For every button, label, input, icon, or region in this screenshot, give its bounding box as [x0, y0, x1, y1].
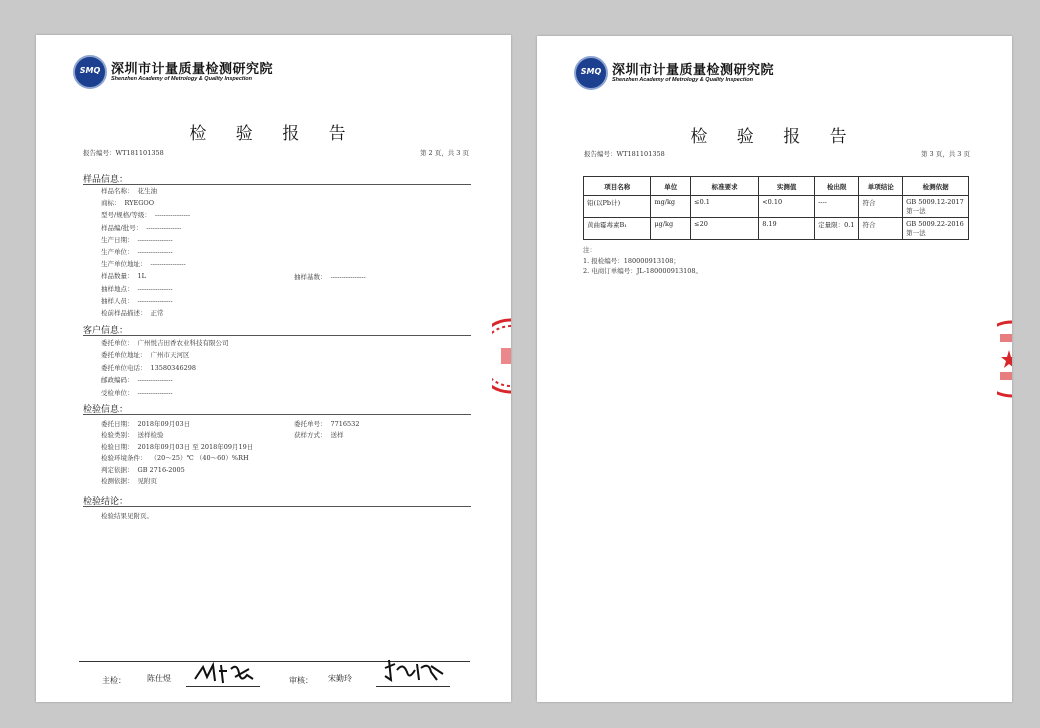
sample-field-row: 生产单位： ----------------: [101, 248, 173, 256]
institute-logo: [574, 56, 834, 94]
reviewer-sign-line: [376, 686, 450, 687]
test-field-row: 委托单号： 7716532: [294, 420, 360, 428]
table-row: [584, 218, 969, 240]
conclusion-text: 检验结果见附页。: [101, 512, 153, 520]
report-page-3: [537, 36, 1012, 702]
table-cell: ----: [815, 196, 859, 218]
sample-field-row: 型号/规格/等级： ----------------: [101, 211, 191, 220]
table-cell: GB 5009.12-2017第一法: [903, 196, 969, 218]
inspector-signature: [191, 661, 261, 687]
sample-field-row: 样品编/批号： ----------------: [101, 223, 182, 232]
table-cell: μg/kg: [651, 218, 691, 240]
test-field-row: 判定依据： GB 2716-2005: [101, 465, 185, 474]
institute-name-en: Shenzhen Academy of Metrology & Quality Inspection: [612, 77, 753, 83]
table-header-cell: 标准要求: [691, 177, 759, 196]
table-cell: 符合: [859, 196, 903, 218]
page-number: 第 2 页，共 3 页: [419, 149, 469, 157]
smq-seal-icon: SMQ: [574, 56, 608, 90]
report-title: 检 验 报 告: [189, 124, 358, 144]
test-field-row: 检验类别： 送样检验: [101, 431, 164, 440]
sample-field-row: 生产日期： ----------------: [101, 235, 173, 244]
inspector-label: 主检：: [102, 676, 126, 685]
table-header-cell: 单项结论: [859, 177, 903, 196]
test-field-row: 检测依据： 见附页: [101, 477, 157, 485]
table-row: [584, 196, 969, 218]
report-title: 检 验 报 告: [690, 127, 859, 147]
table-header-cell: 检测依据: [903, 177, 969, 196]
test-field-row: 委托日期： 2018年09月03日: [101, 420, 191, 428]
table-header-cell: 项目名称: [584, 177, 651, 196]
table-cell: mg/kg: [651, 196, 691, 218]
table-cell: 符合: [859, 218, 903, 240]
sample-field-row: 抽样地点： ----------------: [101, 284, 173, 293]
section-sample-title: 样品信息：: [83, 172, 128, 185]
inspector-sign-line: [186, 686, 260, 687]
client-field-row: 委托单位电话： 13580346298: [101, 363, 196, 372]
table-cell: 8.19: [759, 218, 815, 240]
institute-name-en: Shenzhen Academy of Metrology & Quality Inspection: [111, 76, 252, 82]
sample-field-row: 商标： RYEGOO: [101, 199, 155, 208]
client-field-row: 受检单位： ----------------: [101, 388, 173, 397]
reviewer-name: 宋勤玲: [328, 674, 352, 683]
test-field-row: 检验日期： 2018年09月03日 至 2018年09月19日: [101, 442, 254, 451]
institute-name-cn: 深圳市计量质量检测研究院: [111, 62, 274, 77]
table-cell: 定量限：0.1: [815, 218, 859, 240]
client-field-row: 邮政编码： ----------------: [101, 376, 173, 385]
table-cell: GB 5009.22-2016 第一法: [903, 218, 969, 240]
inspector-name: 陈仕煜: [147, 674, 171, 683]
section-test-title: 检验信息：: [83, 402, 128, 415]
table-header-cell: 单位: [651, 177, 691, 196]
section-conclusion-title: 检验结论：: [83, 494, 128, 507]
client-field-row: 委托单位： 广州悦吉田香农业科技有限公司: [101, 339, 229, 347]
sample-field-row: 生产单位地址： ----------------: [101, 260, 186, 269]
notes-title: 注：: [583, 246, 596, 254]
table-cell: ≤0.1: [691, 196, 759, 218]
reviewer-signature: [381, 658, 451, 686]
report-number: 报告编号：WT181101358: [83, 149, 164, 157]
report-page-2: [36, 35, 511, 702]
table-cell: <0.10: [759, 196, 815, 218]
client-field-row: 委托单位地址： 广州市天河区: [101, 351, 190, 360]
sample-field-row: 抽样人员： ----------------: [101, 296, 173, 305]
institute-name-cn: 深圳市计量质量检测研究院: [612, 63, 775, 78]
note-line: 2. 电商订单编号：JL-180000913108。: [583, 267, 703, 275]
table-cell: 铅(以Pb计): [584, 196, 651, 218]
sample-field-row: 样品名称： 花生油: [101, 187, 157, 195]
table-header-cell: 检出限: [815, 177, 859, 196]
sample-base-row: 抽样基数： ----------------: [294, 273, 366, 281]
page-number: 第 3 页，共 3 页: [920, 150, 970, 158]
test-field-row: 检验环境条件： （20～25）℃ （40～60）%RH: [101, 454, 249, 463]
section-client-title: 客户信息：: [83, 323, 128, 336]
table-cell: 黄曲霉毒素B₁: [584, 218, 651, 240]
institute-logo: [73, 55, 333, 93]
smq-seal-icon: SMQ: [73, 55, 107, 89]
sample-field-row: 检前样品描述： 正常: [101, 309, 164, 317]
table-header-cell: 实测值: [759, 177, 815, 196]
report-number: 报告编号：WT181101358: [584, 150, 665, 158]
test-field-row: 获样方式： 送样: [294, 431, 344, 440]
official-stamp-half-icon: [997, 320, 1012, 398]
official-stamp-half-icon: [492, 318, 511, 394]
results-table: [583, 176, 969, 240]
note-line: 1. 报检编号：180000913108；: [583, 257, 680, 265]
reviewer-label: 审核：: [289, 676, 313, 685]
sample-field-row: 样品数量： 1L: [101, 272, 146, 281]
table-cell: ≤20: [691, 218, 759, 240]
